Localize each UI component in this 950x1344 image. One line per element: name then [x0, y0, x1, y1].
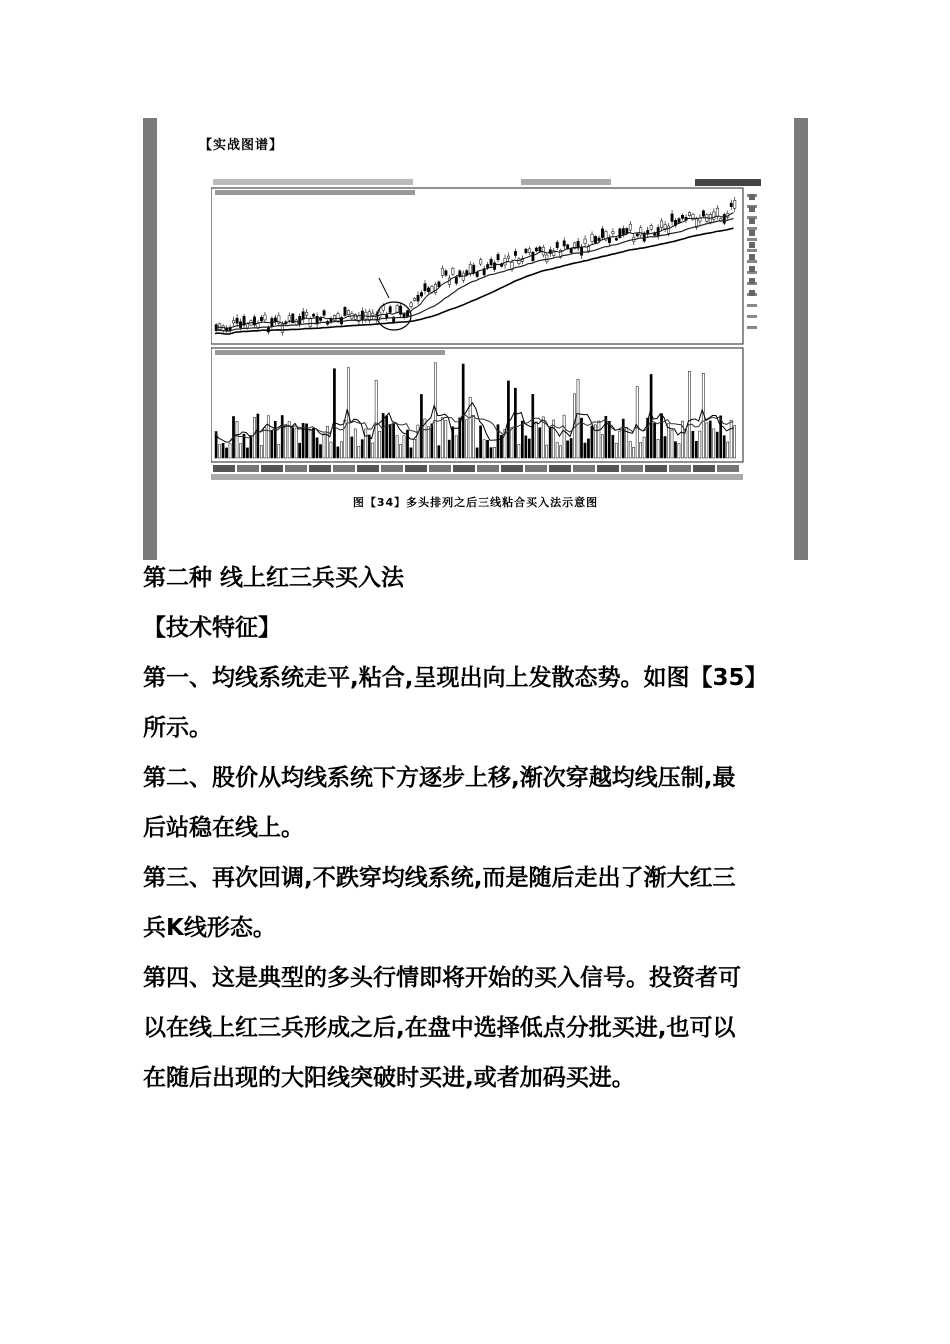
candle — [222, 324, 224, 333]
candle — [647, 227, 649, 238]
volume-bar — [591, 426, 593, 458]
volume-bar — [549, 428, 551, 458]
toolbar-icon — [749, 206, 755, 212]
volume-bar — [709, 421, 711, 458]
volume-bar — [601, 435, 603, 458]
volume-bar — [622, 419, 624, 458]
candle — [413, 297, 415, 302]
volume-bar — [438, 446, 440, 458]
volume-bar — [299, 443, 301, 458]
volume-bar — [483, 440, 485, 458]
volume-bar — [674, 442, 676, 458]
volume-bar — [546, 445, 548, 458]
candle — [546, 253, 548, 264]
volume-bar — [605, 416, 607, 458]
indicator-tab — [381, 465, 403, 472]
candle — [577, 238, 579, 252]
indicator-tab — [237, 465, 259, 472]
volume-bar — [243, 434, 245, 458]
candle — [643, 231, 645, 243]
indicator-tab-strip — [213, 465, 739, 472]
paragraph-4-line-2: 以在线上红三兵形成之后,在盘中选择低点分批买进,也可以 — [143, 1015, 736, 1041]
volume-bar — [427, 427, 429, 458]
volume-bar — [629, 442, 631, 458]
volume-bar — [312, 428, 314, 458]
volume-bar — [511, 428, 513, 458]
status-bar — [211, 474, 743, 480]
candle — [229, 325, 231, 333]
price-axis-tick — [747, 326, 757, 329]
volume-bar — [570, 438, 572, 458]
volume-bar — [466, 420, 468, 458]
indicator-tab — [597, 465, 619, 472]
paragraph-4-line-1: 第四、这是典型的多头行情即将开始的买入信号。投资者可 — [143, 965, 741, 991]
volume-bar — [361, 440, 363, 458]
candle — [490, 257, 492, 268]
volume-bar — [636, 387, 638, 458]
candle — [354, 313, 356, 321]
candle — [580, 244, 582, 259]
volume-bar — [441, 417, 443, 458]
candle — [312, 313, 314, 318]
candle — [372, 309, 374, 319]
volume-bar — [358, 446, 360, 458]
candle — [399, 303, 401, 317]
candle — [699, 214, 701, 224]
volume-bar — [323, 434, 325, 458]
volume-bar — [671, 430, 673, 458]
volume-bar — [685, 430, 687, 458]
price-panel-header — [215, 190, 415, 195]
candle — [660, 218, 662, 230]
candle — [713, 208, 715, 223]
candle — [236, 314, 238, 327]
annotation-circle — [377, 302, 411, 330]
volume-bar — [734, 426, 736, 458]
volume-bar — [560, 446, 562, 458]
volume-bar — [264, 428, 266, 458]
candle — [584, 235, 586, 247]
volume-bar — [285, 424, 287, 458]
paragraph-1-line-2: 所示。 — [143, 715, 212, 741]
candle — [563, 238, 565, 250]
volume-bar — [664, 436, 666, 458]
volume-panel-frame — [211, 348, 743, 462]
candle — [730, 200, 732, 210]
candle — [702, 210, 704, 218]
volume-bar — [309, 430, 311, 458]
candle — [716, 205, 718, 219]
candle — [601, 226, 603, 241]
candle — [257, 320, 259, 331]
candle — [573, 242, 575, 250]
toolbar-icon — [749, 218, 755, 224]
indicator-tab — [261, 465, 283, 472]
figure-title: 【实战图谱】 — [199, 138, 284, 153]
candle — [650, 224, 652, 232]
toolbar-icon — [749, 278, 755, 284]
indicator-tab — [285, 465, 307, 472]
indicator-tab — [477, 465, 499, 472]
indicator-tab — [405, 465, 427, 472]
candle — [292, 313, 294, 324]
candle — [483, 266, 485, 278]
price-axis-tick — [747, 315, 757, 318]
candle — [441, 266, 443, 279]
volume-bar — [521, 421, 523, 458]
volume-bar — [539, 428, 541, 458]
volume-bar — [608, 421, 610, 458]
volume-bar — [250, 436, 252, 458]
volume-bar — [598, 421, 600, 458]
volume-bar — [292, 428, 294, 458]
volume-bar — [236, 421, 238, 458]
candle — [549, 246, 551, 256]
candle — [734, 197, 736, 212]
volume-bar — [271, 430, 273, 458]
volume-bar — [528, 439, 530, 458]
volume-bar — [497, 425, 499, 458]
volume-bar — [619, 431, 621, 458]
price-axis — [747, 194, 757, 329]
volume-bar — [326, 426, 328, 458]
volume-bar — [365, 429, 367, 458]
volume-bar — [643, 437, 645, 458]
paragraph-1-line-1: 第一、均线系统走平,粘合,呈现出向上发散态势。如图【35】 — [143, 665, 768, 691]
candle — [274, 315, 276, 325]
candle — [685, 214, 687, 223]
candle — [528, 246, 530, 255]
volume-bar — [260, 446, 262, 458]
volume-bar — [716, 432, 718, 458]
candle — [232, 317, 234, 327]
figure-caption: 图【34】多头排列之后三线粘合买入法示意图 — [352, 496, 599, 509]
volume-panel-header — [215, 350, 445, 355]
candle — [674, 218, 676, 227]
volume-bar — [612, 435, 614, 458]
candle — [664, 221, 666, 232]
toolbar-icon — [749, 254, 755, 260]
indicator-tab — [357, 465, 379, 472]
paragraph-4-line-3: 在随后出现的大阳线突破时买进,或者加码买进。 — [143, 1065, 635, 1091]
volume-bar — [535, 422, 537, 458]
volume-bar — [507, 381, 509, 458]
candle — [692, 213, 694, 221]
volume-bar — [587, 439, 589, 458]
volume-bar — [640, 442, 642, 458]
volume-bar — [368, 435, 370, 458]
candle — [688, 211, 690, 217]
volume-bar — [281, 415, 283, 458]
candle — [497, 252, 499, 262]
indicator-tab — [309, 465, 331, 472]
volume-bar — [580, 418, 582, 458]
candle — [218, 323, 220, 331]
candle — [305, 309, 307, 318]
candle — [629, 221, 631, 233]
indicator-tab — [669, 465, 691, 472]
indicator-tab — [213, 465, 235, 472]
volume-bar — [657, 439, 659, 458]
volume-bar — [413, 439, 415, 458]
candle — [525, 248, 527, 254]
indicator-tab — [573, 465, 595, 472]
indicator-tab — [429, 465, 451, 472]
volume-bar — [410, 448, 412, 458]
volume-bar — [257, 414, 259, 458]
price-axis-tick — [747, 238, 757, 241]
candle — [333, 314, 335, 321]
indicator-tab — [693, 465, 715, 472]
paragraph-2-line-2: 后站稳在线上。 — [143, 815, 304, 841]
paragraph-3-line-2: 兵K线形态。 — [143, 915, 276, 941]
volume-bar — [218, 445, 220, 458]
volume-bar — [633, 447, 635, 458]
candle — [445, 269, 447, 277]
volume-bar — [445, 420, 447, 458]
volume-bar — [452, 427, 454, 458]
price-axis-tick — [747, 227, 757, 230]
candle — [591, 231, 593, 244]
candle — [535, 247, 537, 253]
toolbar-icon — [749, 242, 755, 248]
volume-bar — [493, 447, 495, 458]
candle — [612, 228, 614, 237]
candle — [532, 251, 534, 262]
volume-bars — [215, 363, 736, 458]
candle — [410, 301, 412, 309]
candle — [518, 257, 520, 265]
indicator-tab — [717, 465, 739, 472]
paragraph-2-line-1: 第二、股价从均线系统下方逐步上移,渐次穿越均线压制,最 — [143, 765, 736, 791]
terminal-menu-bar — [213, 179, 761, 186]
candle — [556, 240, 558, 250]
candle — [253, 314, 255, 327]
volume-bar — [379, 431, 381, 458]
indicator-tab — [501, 465, 523, 472]
toolbar-icon — [749, 266, 755, 272]
candle — [640, 225, 642, 238]
price-axis-tick — [747, 260, 757, 263]
volume-bar — [278, 445, 280, 458]
volume-bar — [518, 444, 520, 458]
volume-bar — [386, 416, 388, 458]
candle — [358, 312, 360, 325]
price-axis-tick — [747, 249, 757, 252]
volume-bar — [556, 443, 558, 458]
volume-bar — [340, 442, 342, 458]
volume-bar — [566, 441, 568, 458]
volume-bar — [239, 444, 241, 458]
volume-bar — [713, 429, 715, 458]
candle — [264, 312, 266, 323]
paragraph-3-line-1: 第三、再次回调,不跌穿均线系统,而是随后走出了渐大红三 — [143, 865, 736, 891]
candle — [619, 228, 621, 239]
volume-bar — [476, 448, 478, 458]
candlestick-series — [215, 197, 736, 336]
volume-bar — [688, 371, 690, 458]
candle — [323, 309, 325, 317]
volume-bar — [225, 448, 227, 458]
annotation-arrow — [379, 278, 389, 298]
candle — [340, 316, 342, 326]
volume-bar — [699, 431, 701, 458]
volume-bar — [337, 447, 339, 458]
volume-bar — [246, 448, 248, 458]
toolbar-icon — [749, 194, 755, 200]
subheading: 【技术特征】 — [143, 615, 281, 641]
volume-bar — [354, 429, 356, 458]
candle — [671, 210, 673, 225]
volume-bar — [389, 424, 391, 458]
candle — [594, 235, 596, 244]
indicator-tab — [525, 465, 547, 472]
indicator-tab — [453, 465, 475, 472]
candle — [605, 230, 607, 242]
indicator-tab — [645, 465, 667, 472]
volume-bar — [584, 443, 586, 458]
volume-bar — [375, 380, 377, 458]
volume-bar — [333, 369, 335, 458]
candle — [681, 213, 683, 220]
section-heading: 第二种 线上红三兵买入法 — [143, 565, 405, 591]
volume-bar — [653, 423, 655, 458]
volume-bar — [486, 440, 488, 458]
candle — [316, 313, 318, 328]
chart-figure — [143, 118, 808, 560]
toolbar-icon — [749, 230, 755, 236]
volume-bar — [403, 436, 405, 458]
volume-bar — [678, 443, 680, 458]
volume-bar — [660, 414, 662, 458]
volume-bar — [706, 423, 708, 458]
candle — [615, 237, 617, 241]
volume-bar — [351, 437, 353, 458]
candle — [386, 312, 388, 321]
candle — [507, 253, 509, 262]
candle — [427, 286, 429, 294]
candle — [278, 312, 280, 327]
volume-bar — [615, 443, 617, 458]
volume-bar — [330, 442, 332, 458]
candle — [417, 291, 419, 304]
volume-bar — [396, 436, 398, 458]
indicator-tab — [621, 465, 643, 472]
candle — [225, 325, 227, 333]
candle — [723, 213, 725, 225]
volume-bar — [229, 444, 231, 458]
volume-bar — [692, 431, 694, 458]
volume-bar — [253, 417, 255, 458]
volume-bar — [577, 380, 579, 458]
candle — [479, 258, 481, 267]
stock-chart-screenshot — [211, 178, 763, 488]
volume-bar — [372, 443, 374, 458]
candle — [302, 308, 304, 323]
candle — [462, 271, 464, 283]
volume-bar — [730, 420, 732, 458]
volume-bar — [514, 388, 516, 458]
volume-bar — [563, 415, 565, 458]
candle — [459, 269, 461, 278]
volume-bar — [267, 416, 269, 458]
volume-bar — [455, 436, 457, 458]
volume-bar — [479, 426, 481, 458]
candle — [452, 267, 454, 276]
volume-bar — [525, 436, 527, 458]
candle — [344, 306, 346, 317]
candle — [243, 314, 245, 328]
volume-bar — [723, 436, 725, 458]
price-axis-tick — [747, 304, 757, 307]
volume-bar — [222, 443, 224, 458]
volume-bar — [295, 428, 297, 458]
volume-bar — [462, 364, 464, 458]
volume-bar — [473, 416, 475, 458]
toolbar-icon — [749, 290, 755, 296]
candle — [424, 280, 426, 294]
volume-bar — [727, 442, 729, 458]
price-panel-frame — [211, 188, 743, 344]
indicator-tab — [333, 465, 355, 472]
volume-bar — [720, 416, 722, 458]
volume-bar — [448, 440, 450, 458]
volume-bar — [392, 424, 394, 458]
volume-bar — [667, 424, 669, 458]
volume-bar — [695, 441, 697, 458]
candle — [434, 282, 436, 295]
candle — [514, 248, 516, 258]
volume-bar — [319, 445, 321, 458]
candle — [608, 234, 610, 246]
candle — [347, 310, 349, 316]
volume-bar — [399, 444, 401, 458]
candle — [420, 290, 422, 298]
candle — [553, 248, 555, 258]
volume-bar — [316, 438, 318, 458]
volume-bar — [274, 421, 276, 458]
volume-bar — [490, 448, 492, 458]
indicator-tab — [549, 465, 571, 472]
